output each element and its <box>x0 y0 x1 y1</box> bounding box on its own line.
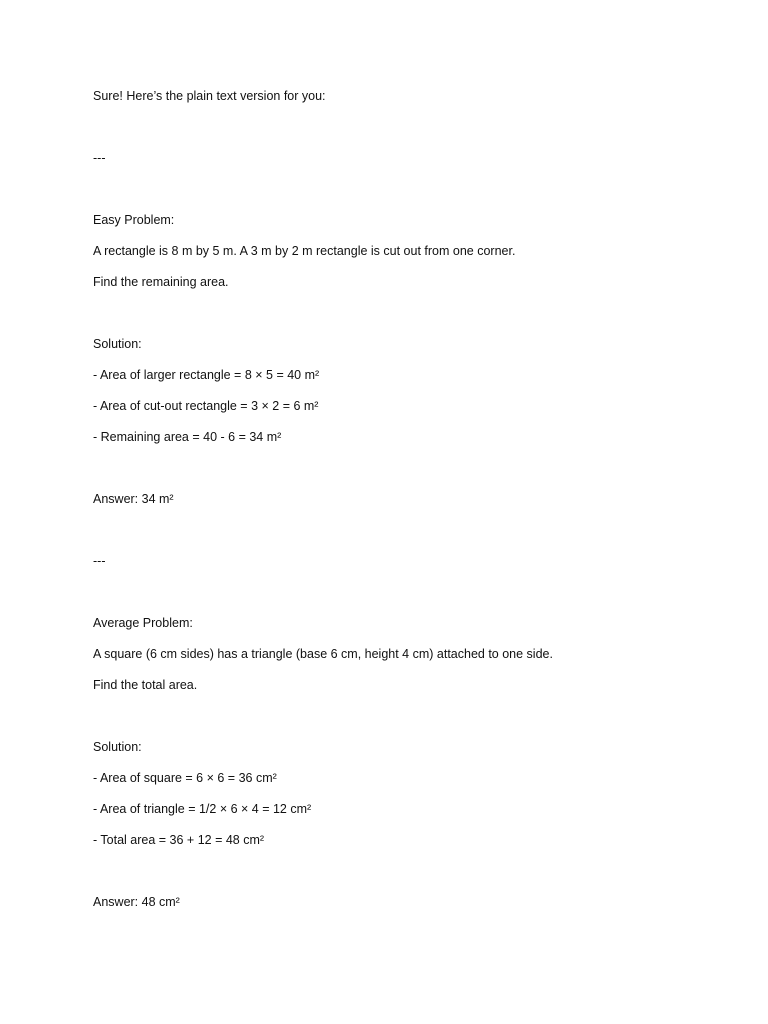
blank-line <box>93 706 693 737</box>
average-problem-statement-line: A square (6 cm sides) has a triangle (base 6 cm, height 4 cm) attached to one side. <box>93 647 553 661</box>
blank-line <box>93 458 693 489</box>
blank-line <box>93 117 693 148</box>
separator: --- <box>93 554 106 568</box>
easy-solution-step: - Remaining area = 40 - 6 = 34 m² <box>93 430 282 444</box>
document-page <box>93 86 693 923</box>
average-solution-label: Solution: <box>93 740 142 754</box>
blank-line <box>93 303 693 334</box>
easy-solution-step: - Area of cut-out rectangle = 3 × 2 = 6 m² <box>93 399 319 413</box>
easy-problem-statement-line: Find the remaining area. <box>93 275 229 289</box>
easy-solution-label: Solution: <box>93 337 142 351</box>
average-solution-step: - Total area = 36 + 12 = 48 cm² <box>93 833 265 847</box>
blank-line <box>93 179 693 210</box>
easy-problem-statement-line: A rectangle is 8 m by 5 m. A 3 m by 2 m rectangle is cut out from one corner. <box>93 244 516 258</box>
blank-line <box>93 582 693 613</box>
average-solution-step: - Area of square = 6 × 6 = 36 cm² <box>93 771 277 785</box>
easy-solution-step: - Area of larger rectangle = 8 × 5 = 40 m² <box>93 368 320 382</box>
separator: --- <box>93 151 106 165</box>
average-problem-statement-line: Find the total area. <box>93 678 198 692</box>
average-problem-heading: Average Problem: <box>93 616 193 630</box>
blank-line <box>93 520 693 551</box>
average-answer: Answer: 48 cm² <box>93 895 180 909</box>
blank-line <box>93 861 693 892</box>
average-solution-step: - Area of triangle = 1/2 × 6 × 4 = 12 cm² <box>93 802 312 816</box>
easy-problem-heading: Easy Problem: <box>93 213 175 227</box>
intro-text: Sure! Here’s the plain text version for you: <box>93 89 326 103</box>
easy-answer: Answer: 34 m² <box>93 492 174 506</box>
